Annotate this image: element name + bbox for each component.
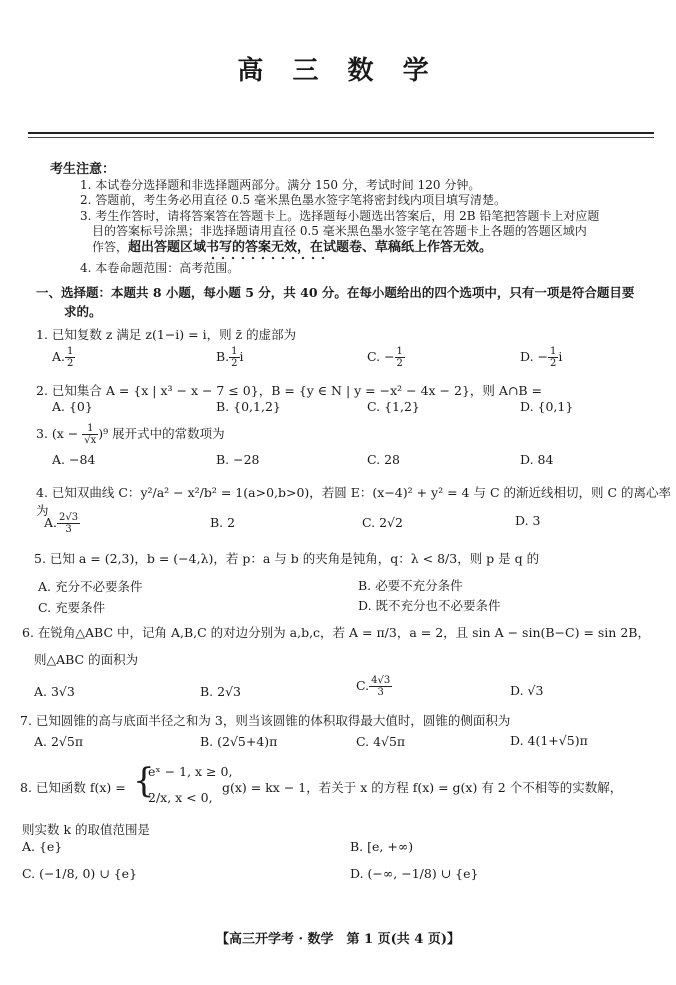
exam-notice	[50, 162, 658, 277]
fraction	[229, 346, 239, 369]
question-stem: g(x) = kx − 1，若关于 x 的方程 f(x) = g(x) 有 2 个不相等的实数解，	[222, 780, 623, 795]
option-b: B. 2	[210, 515, 236, 530]
piece-1: eˣ − 1, x ≥ 0,	[148, 764, 233, 779]
option-label: C. −	[367, 349, 395, 364]
question-stem: 7. 已知圆锥的高与底面半径之和为 3，则当该圆锥的体积取得最大值时，圆锥的侧面积为	[20, 713, 511, 728]
question-stem: 6. 在锐角△ABC 中，记角 A,B,C 的对边分别为 a,b,c，若 A = π/3，a = 2，且 sin A − sin(B−C) = sin 2B，	[22, 625, 650, 640]
option-c: C. {1,2}	[367, 399, 420, 414]
notice-item: 1. 本试卷分选择题和非选择题两部分。满分 150 分，考试时间 120 分钟。	[80, 177, 481, 192]
question-7	[20, 711, 656, 729]
denominator: 3	[65, 524, 72, 535]
question-6	[22, 623, 658, 641]
option-b: B. 必要不充分条件	[358, 578, 463, 593]
option-a: A. {e}	[22, 839, 63, 854]
question-stem: 8. 已知函数 f(x) =	[20, 780, 126, 795]
notice-emphasis: 超出答题区域书写的答案无效，在试题卷、草稿纸上作答无效。	[128, 239, 493, 255]
option-c: C. 4√5π	[356, 734, 406, 749]
option-c: C. 充要条件	[38, 600, 106, 615]
option-d: D. 既不充分也不必要条件	[358, 598, 501, 613]
notice-item: 目的答案标号涂黑；非选择题请用直径 0.5 毫米黑色墨水签字笔在答题卡上各题的答题区域内	[92, 224, 587, 238]
piece-2: 2/x, x < 0,	[148, 790, 213, 805]
option-label: A.	[44, 515, 58, 530]
fraction	[57, 512, 80, 535]
option-b: B. [e, +∞)	[350, 839, 414, 854]
fraction	[369, 675, 392, 698]
notice-item	[58, 240, 658, 256]
option-d: D. √3	[510, 683, 544, 698]
question-number: 3.	[36, 426, 52, 441]
option-c	[356, 675, 392, 698]
denominator: 2	[231, 358, 238, 369]
option-label: B.	[216, 349, 230, 364]
question-stem: 4. 已知双曲线 C：y²/a² − x²/b² = 1(a>0,b>0)，若圆 E：(x−4)² + y² = 4 与 C 的渐近线相切，则 C 的离心率为	[36, 485, 671, 518]
option-a: A. 充分不必要条件	[38, 579, 143, 594]
numerator: 1	[550, 346, 557, 357]
option-d: D. (−∞, −1/8) ∪ {e}	[350, 866, 479, 881]
fraction	[82, 423, 98, 446]
question-2	[36, 381, 672, 399]
option-b: B. 2√3	[200, 684, 242, 699]
question-5	[34, 549, 670, 567]
question-stem: 则△ABC 的面积为	[34, 652, 139, 667]
question-stem: 5. 已知 a = (2,3)，b = (−4,λ)，若 p：a 与 b 的夹角是钝角，q：λ < 8/3，则 p 是 q 的	[34, 551, 540, 566]
denominator: 2	[67, 358, 74, 369]
question-stem: )⁹ 展开式中的常数项为	[98, 426, 225, 441]
notice-item: 3. 考生作答时，请将答案答在答题卡上。选择题每小题选出答案后，用 2B 铅笔把答题卡上对应题	[80, 208, 600, 223]
denominator: √x	[84, 435, 97, 446]
section-title: 一、选择题：本题共 8 小题，每小题 5 分，共 40 分。	[36, 285, 347, 300]
header-rule-thin	[28, 137, 654, 138]
question-6-cont	[34, 650, 670, 668]
option-a: A. 3√3	[34, 684, 75, 699]
numerator: 4√3	[371, 675, 391, 686]
denominator: 2	[396, 358, 403, 369]
numerator: 2√3	[59, 512, 79, 523]
option-b: B. (2√5+4)π	[200, 734, 278, 749]
notice-item: 2. 答题前，考生务必用直径 0.5 毫米黑色墨水签字笔将密封线内项目填写清楚。	[80, 193, 506, 207]
notice-text: 作答，	[92, 239, 129, 254]
question-4	[36, 483, 672, 519]
denominator: 3	[377, 687, 384, 698]
option-d: D. {0,1}	[520, 399, 574, 414]
question-8-line2	[22, 820, 658, 838]
option-d	[520, 346, 562, 369]
expression-open: (x −	[51, 426, 83, 441]
option-label: A.	[52, 349, 66, 364]
option-d: D. 3	[515, 513, 541, 528]
fraction	[548, 346, 558, 369]
option-c: C. 2√2	[362, 515, 403, 530]
question-stem: 则实数 k 的取值范围是	[22, 822, 151, 837]
option-a	[52, 346, 75, 369]
option-b: B. −28	[216, 452, 260, 467]
question-stem: 2. 已知集合 A = {x | x³ − x − 7 ≤ 0}，B = {y ∈ N | y = −x² − 4x − 2}，则 A∩B =	[36, 383, 543, 398]
notice-title: 考生注意：	[50, 162, 116, 177]
numerator: 1	[396, 346, 403, 357]
option-a: A. −84	[52, 452, 96, 467]
numerator: 1	[82, 423, 98, 435]
piecewise-brace: {	[133, 761, 155, 801]
page-footer: 【高三开学考 · 数学 第 1 页(共 4 页)】	[215, 932, 461, 947]
fraction	[395, 346, 405, 369]
option-label: D. −	[520, 349, 548, 364]
option-c	[367, 346, 405, 369]
option-label: C.	[356, 678, 370, 693]
notice-item: 4. 本卷命题范围：高考范围。	[80, 261, 240, 275]
page-title: 高 三 数 学	[237, 56, 439, 86]
option-c: C. (−1/8, 0) ∪ {e}	[22, 866, 138, 881]
option-b: B. {0,1,2}	[216, 399, 281, 414]
header-rule	[28, 132, 654, 134]
option-a: A. 2√5π	[34, 734, 84, 749]
option-a	[44, 512, 80, 535]
option-suffix: i	[558, 349, 563, 364]
numerator: 1	[231, 346, 238, 357]
option-b	[216, 346, 244, 369]
question-8-cont	[222, 778, 662, 796]
option-suffix: i	[239, 349, 244, 364]
numerator: 1	[67, 346, 74, 357]
fraction	[65, 346, 75, 369]
section-instruction: 在每小题给出的四个选项中，只有一项是符合题目要	[346, 285, 635, 300]
option-a: A. {0}	[52, 399, 93, 414]
question-stem: 1. 已知复数 z 满足 z(1−i) = i，则 z̄ 的虚部为	[36, 327, 297, 342]
question-1	[36, 325, 672, 343]
option-c: C. 28	[367, 452, 400, 467]
denominator: 2	[550, 358, 557, 369]
question-3	[36, 423, 672, 446]
section-heading	[36, 283, 661, 321]
section-instruction-cont: 求的。	[64, 304, 102, 319]
option-d: D. 84	[520, 452, 554, 467]
option-d: D. 4(1+√5)π	[510, 733, 588, 748]
